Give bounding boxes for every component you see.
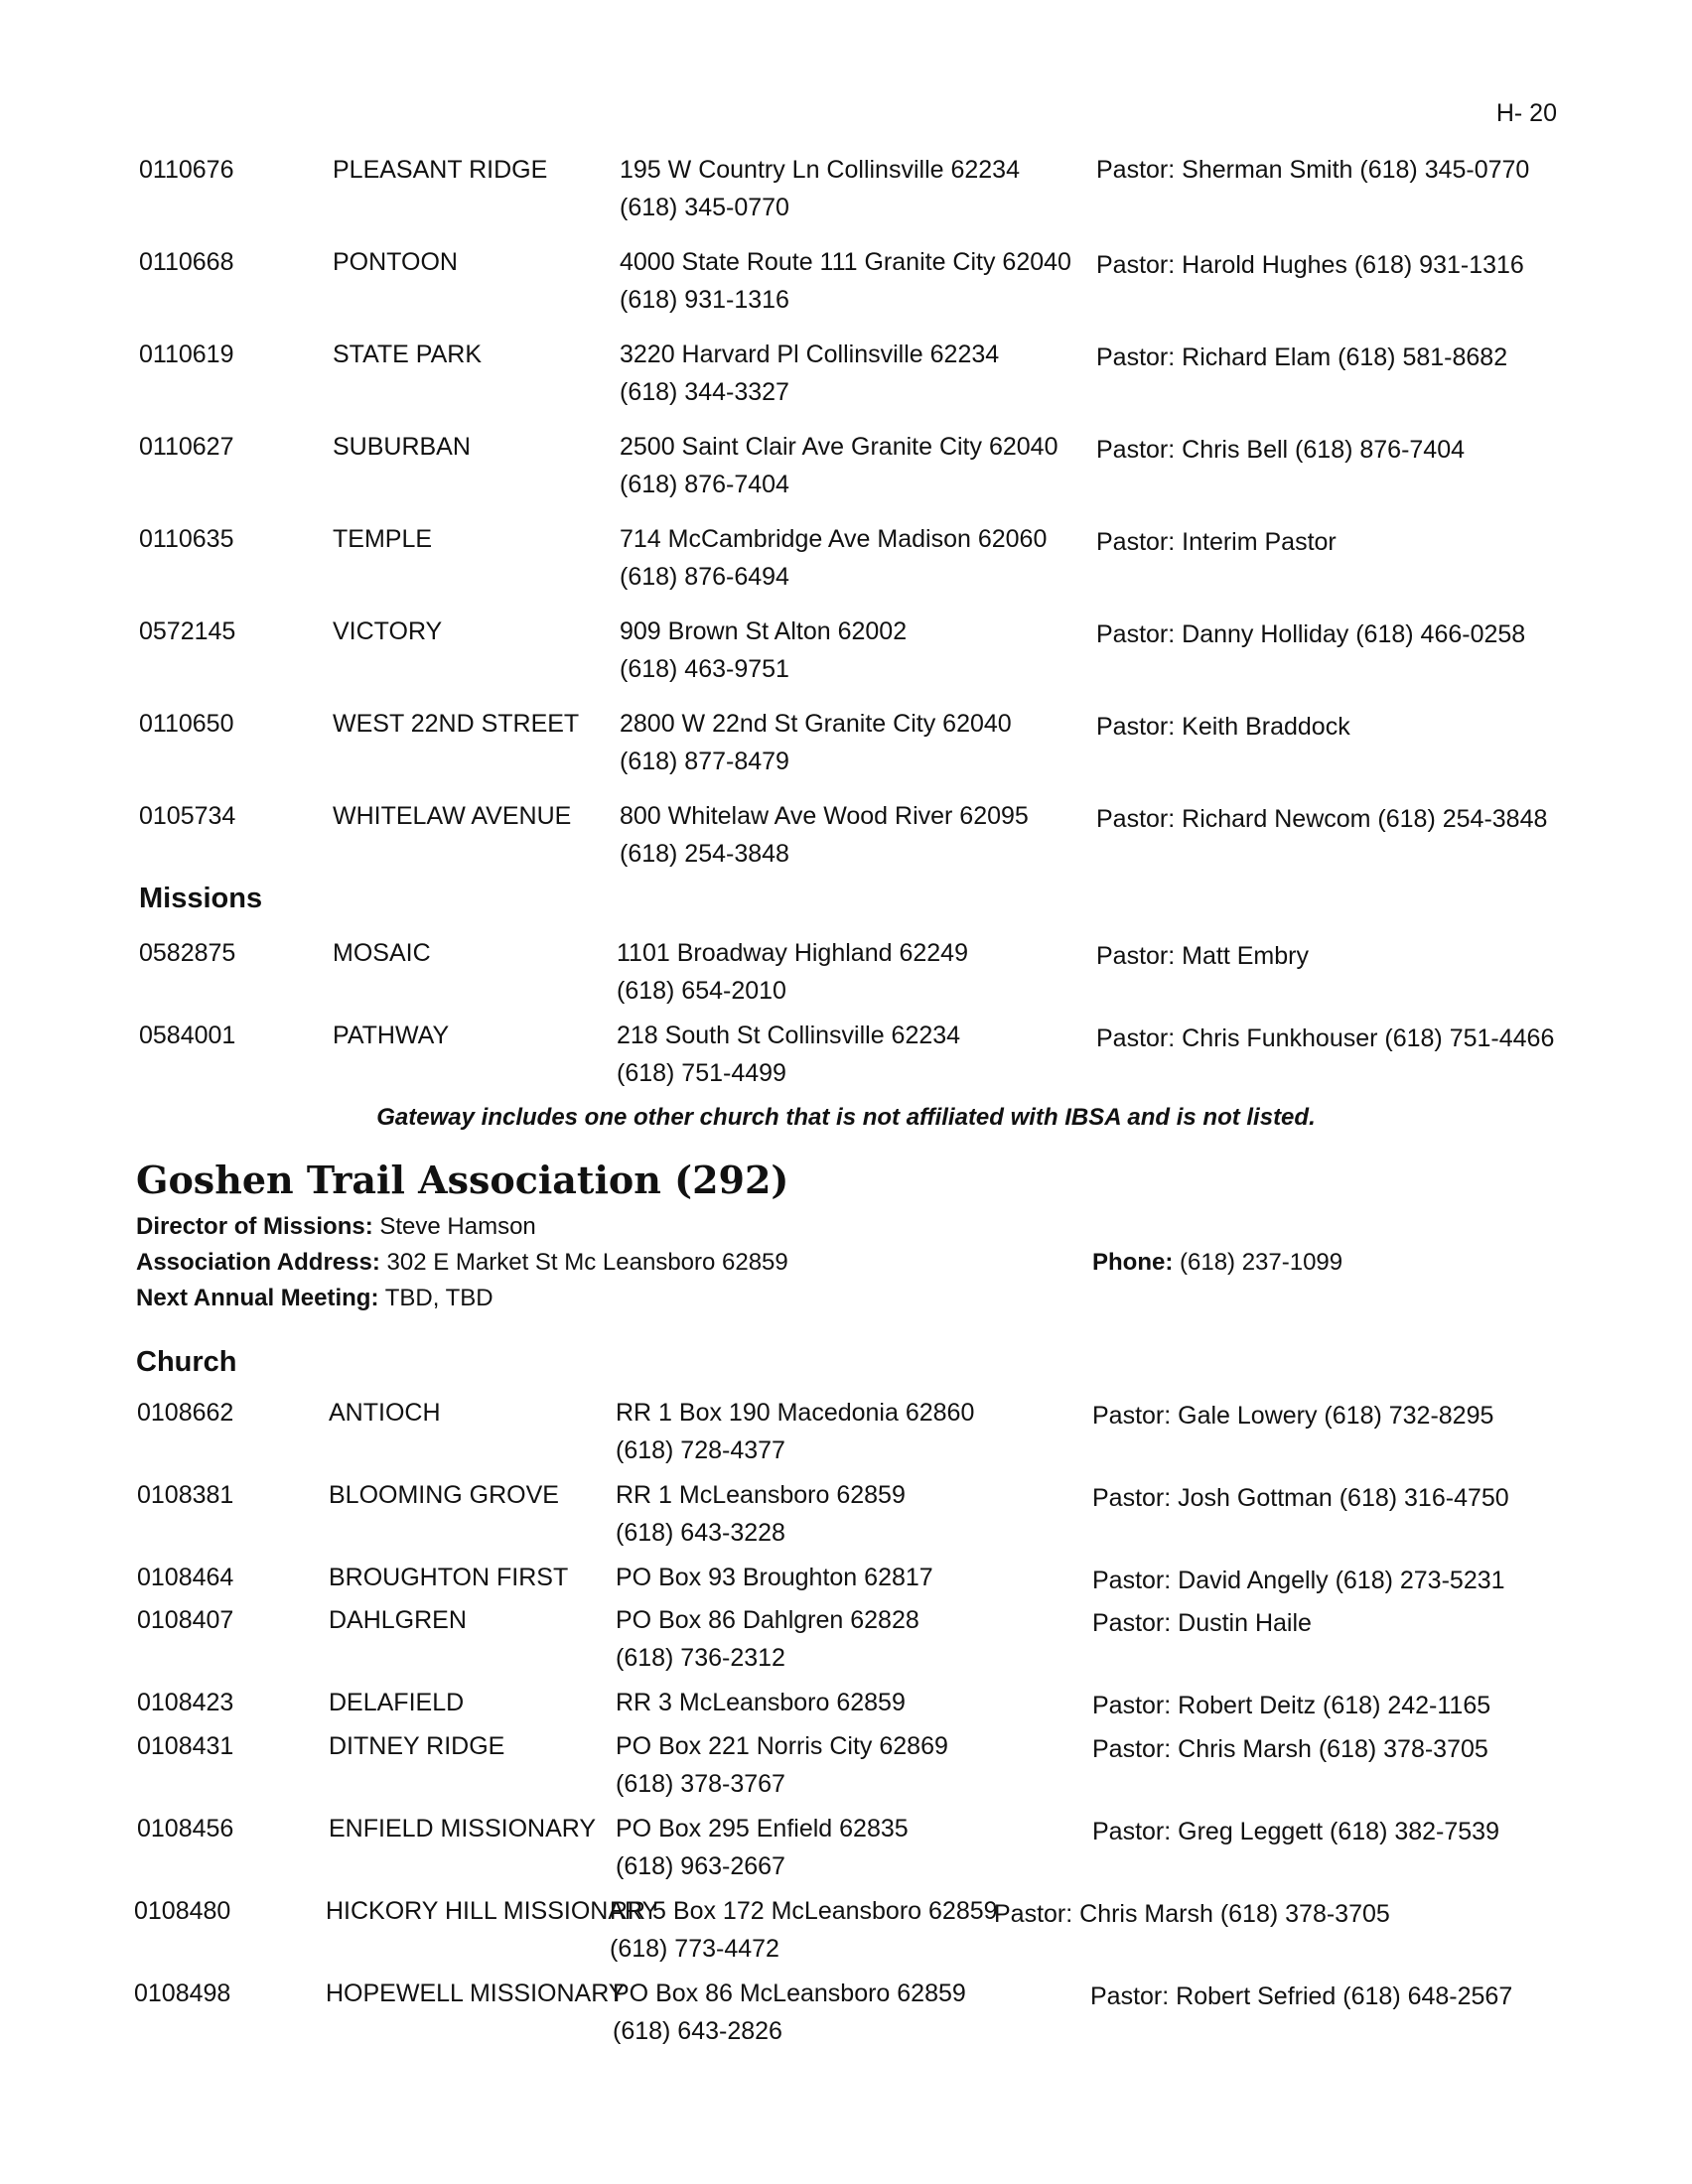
church-address: RR 1 Box 190 Macedonia 62860 (618) 728-4377: [616, 1399, 975, 1464]
table-row: [0, 705, 1692, 784]
association-title: Goshen Trail Association (292): [136, 1158, 789, 1202]
church-name: PONTOON: [333, 248, 458, 276]
table-row: [0, 1394, 1692, 1473]
church-phone: (618) 344-3327: [620, 378, 789, 406]
church-address: PO Box 93 Broughton 62817: [616, 1564, 933, 1591]
church-code: 0110676: [139, 156, 234, 184]
church-address: 800 Whitelaw Ave Wood River 62095 (618) 254-3848: [620, 802, 1029, 868]
church-address: PO Box 86 McLeansboro 62859 (618) 643-2826: [613, 1979, 966, 2045]
church-address: RR 5 Box 172 McLeansboro 62859 (618) 773-4472: [610, 1897, 998, 1963]
pastor: Pastor: Dustin Haile: [1092, 1609, 1312, 1637]
church-name: PLEASANT RIDGE: [333, 156, 548, 184]
church-name: HICKORY HILL MISSIONARY: [326, 1897, 659, 1925]
church-name: ENFIELD MISSIONARY: [329, 1815, 597, 1843]
pastor: Pastor: Sherman Smith (618) 345-0770: [1096, 156, 1530, 184]
missions-heading: Missions: [139, 883, 263, 914]
church-name: BROUGHTON FIRST: [329, 1564, 569, 1591]
church-name: WEST 22ND STREET: [333, 710, 580, 738]
director-of-missions: Director of Missions: Steve Hamson: [136, 1213, 536, 1240]
church-phone: (618) 643-2826: [613, 2017, 782, 2045]
church-code: 0110619: [139, 341, 234, 368]
church-code: 0108662: [137, 1399, 234, 1427]
table-row: [0, 613, 1692, 692]
church-phone: (618) 773-4472: [610, 1935, 779, 1963]
church-phone: (618) 876-7404: [620, 471, 789, 498]
church-heading: Church: [136, 1346, 237, 1378]
church-phone: (618) 751-4499: [617, 1059, 786, 1087]
church-name: DAHLGREN: [329, 1606, 467, 1634]
church-name: STATE PARK: [333, 341, 483, 368]
table-row: [0, 934, 1692, 1014]
church-code: 0110668: [139, 248, 234, 276]
church-phone: (618) 963-2667: [616, 1852, 785, 1880]
pastor: Pastor: Gale Lowery (618) 732-8295: [1092, 1402, 1494, 1430]
church-name: BLOOMING GROVE: [329, 1481, 559, 1509]
pastor: Pastor: Chris Marsh (618) 378-3705: [994, 1900, 1390, 1928]
church-name: ANTIOCH: [329, 1399, 441, 1427]
church-code: 0108381: [137, 1481, 234, 1509]
table-row: [0, 1601, 1692, 1681]
table-row: [0, 520, 1692, 600]
church-address: RR 1 McLeansboro 62859 (618) 643-3228: [616, 1481, 906, 1547]
pastor: Pastor: Danny Holliday (618) 466-0258: [1096, 620, 1526, 648]
pastor: Pastor: Keith Braddock: [1096, 713, 1350, 741]
table-row: [0, 1810, 1692, 1889]
church-code: 0108480: [134, 1897, 231, 1925]
church-code: 0108423: [137, 1689, 234, 1716]
church-address: PO Box 221 Norris City 62869 (618) 378-3767: [616, 1732, 948, 1798]
church-code: 0572145: [139, 617, 236, 645]
pastor: Pastor: Chris Funkhouser (618) 751-4466: [1096, 1024, 1555, 1052]
church-address: 218 South St Collinsville 62234 (618) 751-4499: [617, 1022, 961, 1087]
church-address: 2800 W 22nd St Granite City 62040 (618) 877-8479: [620, 710, 1012, 775]
table-row: [0, 336, 1692, 415]
pastor: Pastor: Chris Marsh (618) 378-3705: [1092, 1735, 1488, 1763]
church-code: 0110650: [139, 710, 234, 738]
pastor: Pastor: Richard Elam (618) 581-8682: [1096, 343, 1508, 371]
table-row: [0, 428, 1692, 507]
next-annual-meeting: Next Annual Meeting: TBD, TBD: [136, 1285, 494, 1311]
church-code: 0108456: [137, 1815, 234, 1843]
church-phone: (618) 654-2010: [617, 977, 786, 1005]
church-name: MOSAIC: [333, 939, 431, 967]
table-row: [0, 1975, 1692, 2054]
church-address: 4000 State Route 111 Granite City 62040 (618) 931-1316: [620, 248, 1071, 314]
church-phone: (618) 876-6494: [620, 563, 789, 591]
church-phone: (618) 736-2312: [616, 1644, 785, 1672]
church-name: TEMPLE: [333, 525, 433, 553]
association-phone: Phone: (618) 237-1099: [1092, 1249, 1343, 1276]
church-address: 2500 Saint Clair Ave Granite City 62040 (618) 876-7404: [620, 433, 1058, 498]
church-name: HOPEWELL MISSIONARY: [326, 1979, 626, 2007]
pastor: Pastor: David Angelly (618) 273-5231: [1092, 1567, 1505, 1594]
church-address: 3220 Harvard Pl Collinsville 62234 (618) 344-3327: [620, 341, 1000, 406]
church-code: 0108464: [137, 1564, 234, 1591]
church-code: 0584001: [139, 1022, 236, 1049]
church-name: VICTORY: [333, 617, 443, 645]
church-address: RR 3 McLeansboro 62859: [616, 1689, 906, 1716]
pastor: Pastor: Harold Hughes (618) 931-1316: [1096, 251, 1524, 279]
pastor: Pastor: Robert Deitz (618) 242-1165: [1092, 1692, 1491, 1719]
church-phone: (618) 643-3228: [616, 1519, 785, 1547]
church-name: DELAFIELD: [329, 1689, 465, 1716]
church-name: WHITELAW AVENUE: [333, 802, 572, 830]
table-row: [0, 1727, 1692, 1807]
pastor: Pastor: Chris Bell (618) 876-7404: [1096, 436, 1466, 464]
pastor: Pastor: Josh Gottman (618) 316-4750: [1092, 1484, 1509, 1512]
church-phone: (618) 254-3848: [620, 840, 789, 868]
association-address: Association Address: 302 E Market St Mc Leansboro 62859: [136, 1249, 788, 1276]
table-row: [0, 243, 1692, 323]
church-phone: (618) 728-4377: [616, 1436, 785, 1464]
church-address: 909 Brown St Alton 62002 (618) 463-9751: [620, 617, 908, 683]
church-address: PO Box 295 Enfield 62835 (618) 963-2667: [616, 1815, 909, 1880]
pastor: Pastor: Robert Sefried (618) 648-2567: [1090, 1982, 1513, 2010]
church-address: 1101 Broadway Highland 62249 (618) 654-2010: [617, 939, 968, 1005]
page-number: H- 20: [1495, 99, 1557, 127]
church-code: 0108498: [134, 1979, 231, 2007]
church-phone: (618) 378-3767: [616, 1770, 785, 1798]
church-phone: (618) 877-8479: [620, 748, 789, 775]
church-address: 195 W Country Ln Collinsville 62234 (618) 345-0770: [620, 156, 1020, 221]
church-code: 0108407: [137, 1606, 234, 1634]
church-address: 714 McCambridge Ave Madison 62060 (618) 876-6494: [620, 525, 1048, 591]
church-code: 0105734: [139, 802, 236, 830]
church-code: 0110635: [139, 525, 234, 553]
gateway-note: Gateway includes one other church that is not affiliated with IBSA and is not listed.: [376, 1104, 1316, 1131]
table-row: [0, 1017, 1692, 1096]
church-phone: (618) 931-1316: [620, 286, 789, 314]
pastor: Pastor: Richard Newcom (618) 254-3848: [1096, 805, 1548, 833]
church-code: 0582875: [139, 939, 236, 967]
church-code: 0108431: [137, 1732, 234, 1760]
table-row: [0, 1476, 1692, 1556]
church-name: SUBURBAN: [333, 433, 471, 461]
pastor: Pastor: Greg Leggett (618) 382-7539: [1092, 1818, 1499, 1845]
church-name: DITNEY RIDGE: [329, 1732, 505, 1760]
church-name: PATHWAY: [333, 1022, 450, 1049]
pastor: Pastor: Matt Embry: [1096, 942, 1309, 970]
church-phone: (618) 345-0770: [620, 194, 789, 221]
table-row: [0, 797, 1692, 877]
pastor: Pastor: Interim Pastor: [1096, 528, 1337, 556]
church-address: PO Box 86 Dahlgren 62828 (618) 736-2312: [616, 1606, 919, 1672]
church-code: 0110627: [139, 433, 234, 461]
table-row: [0, 1892, 1692, 1972]
table-row: [0, 151, 1692, 230]
church-phone: (618) 463-9751: [620, 655, 789, 683]
